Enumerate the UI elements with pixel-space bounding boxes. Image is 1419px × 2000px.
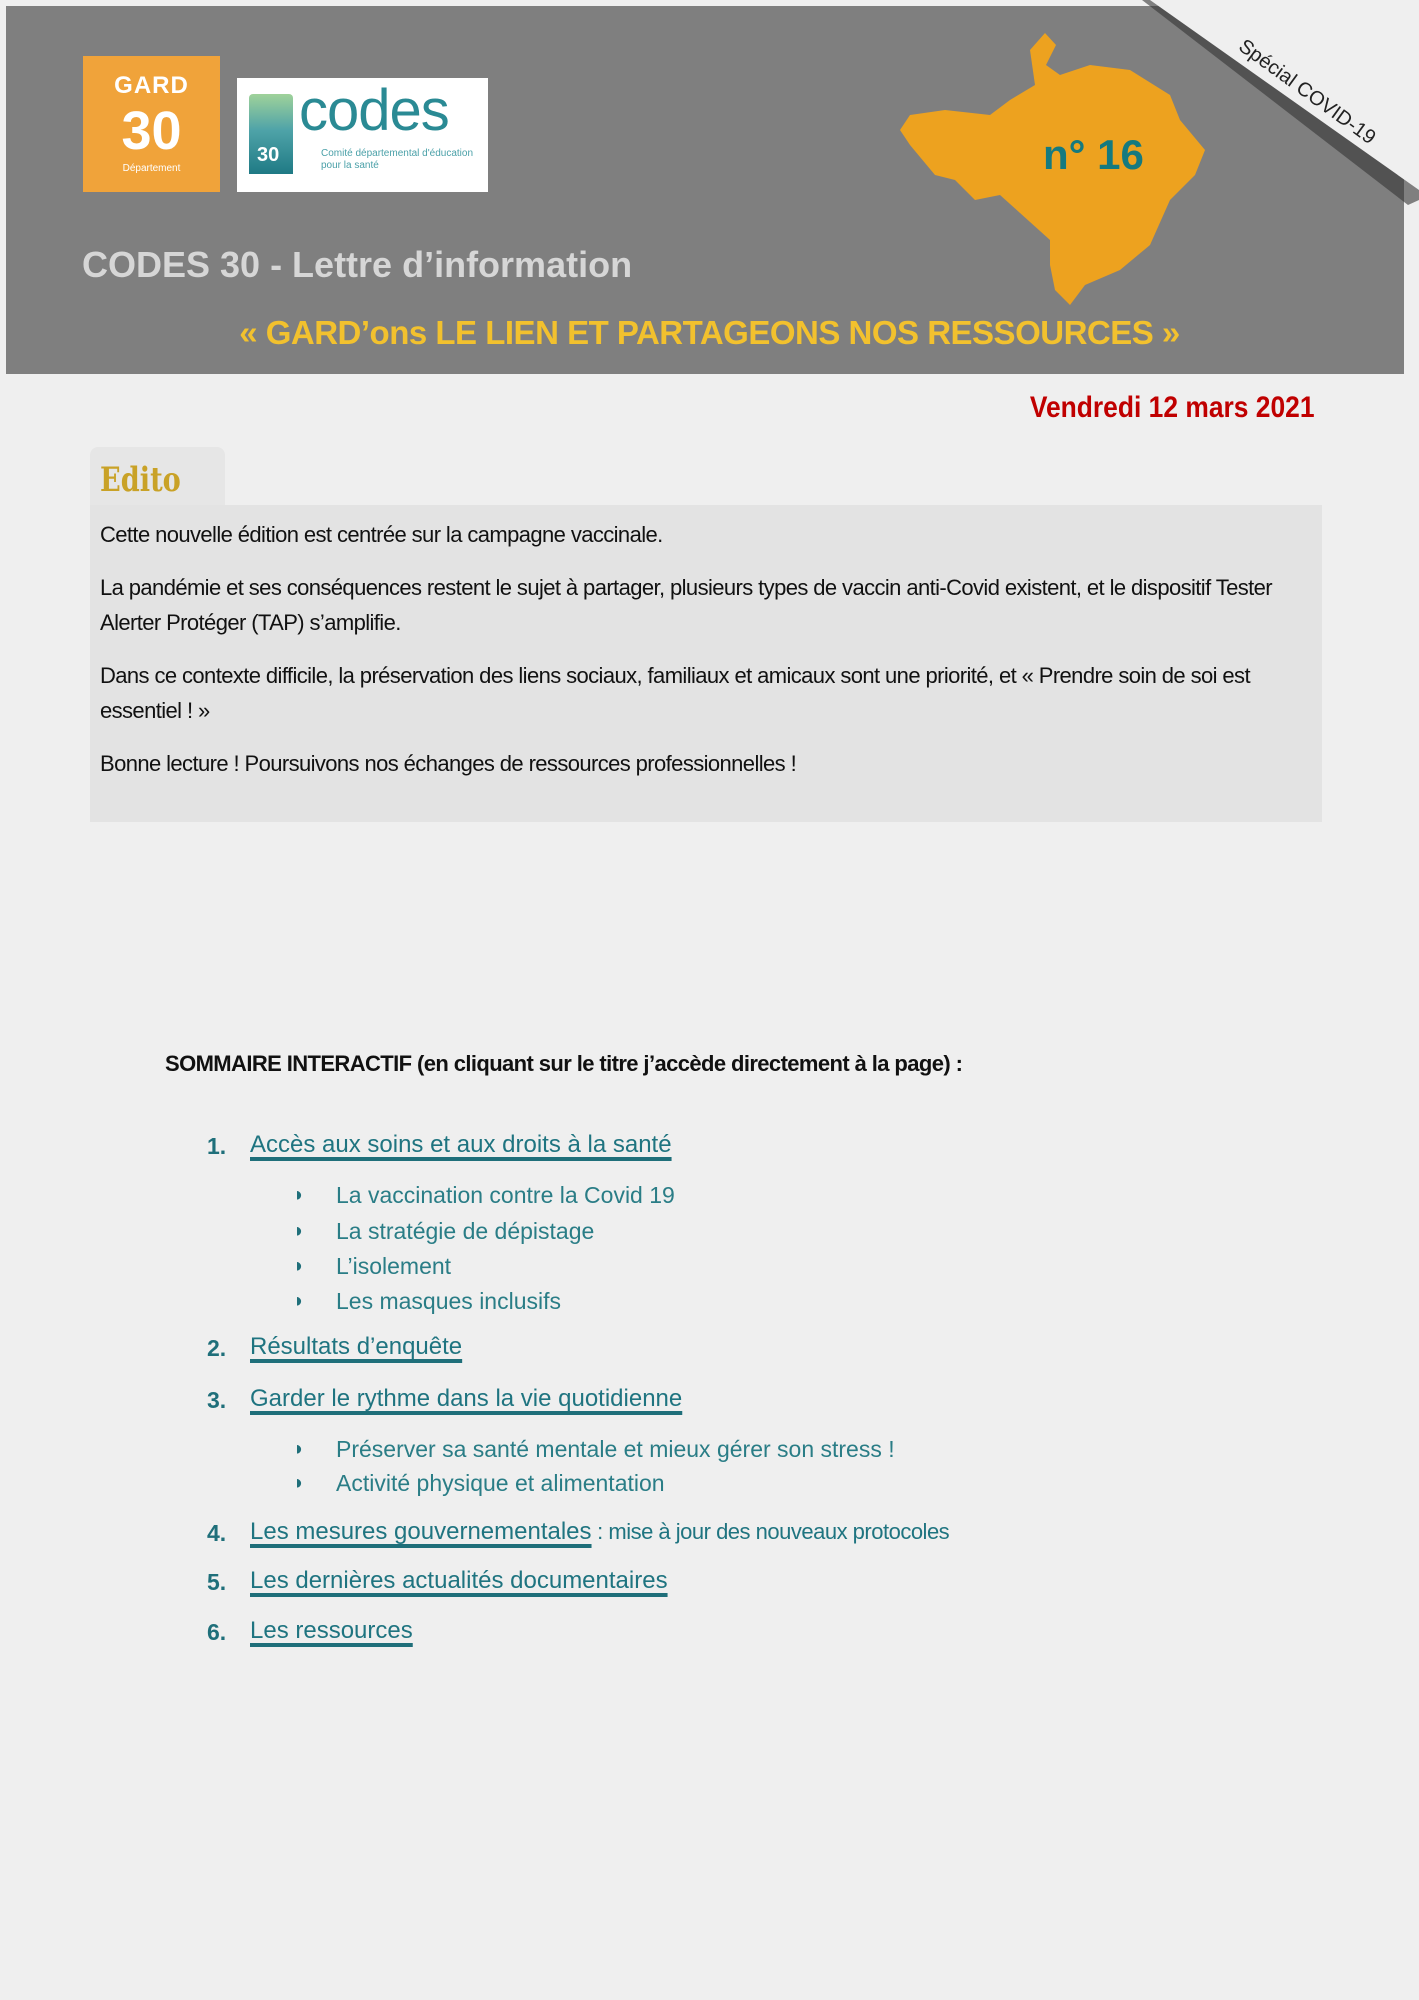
ribbon-label: Spécial COVID-19 xyxy=(1234,35,1380,149)
summary-link-mesures-gouvernementales[interactable]: Les mesures gouvernementales xyxy=(250,1518,592,1545)
edito-paragraph: La pandémie et ses conséquences restent le sujet à partager, plusieurs types de vaccin anti-Covid existent, et le dispositif Tester Alerter Protéger (TAP) s’amplifie. xyxy=(100,575,1273,635)
bullet-icon: ◗ xyxy=(293,1184,306,1206)
bullet-icon: ◗ xyxy=(293,1472,306,1494)
edito-paragraph: Bonne lecture ! Poursuivons nos échanges de ressources professionnelles ! xyxy=(100,751,797,776)
summary-subitem: L’isolement xyxy=(336,1253,452,1279)
item-number: 5. xyxy=(207,1569,227,1595)
issue-number: n° 16 xyxy=(1043,131,1144,178)
edito-paragraph: Cette nouvelle édition est centrée sur la campagne vaccinale. xyxy=(100,522,663,547)
gard-department-logo xyxy=(83,56,220,192)
summary-link-ressources[interactable]: Les ressources xyxy=(250,1617,413,1644)
item-number: 3. xyxy=(207,1387,227,1413)
codes-badge: 30 xyxy=(257,144,280,166)
summary-link-resultats-enquete[interactable]: Résultats d’enquête xyxy=(250,1333,463,1360)
publication-date: Vendredi 12 mars 2021 xyxy=(1030,391,1315,424)
summary-link-acces-soins[interactable]: Accès aux soins et aux droits à la santé xyxy=(250,1131,672,1158)
edito-paragraph: Dans ce contexte difficile, la préservation des liens sociaux, familiaux et amicaux sont une priorité, et « Prendre soin de soi est essentiel ! » xyxy=(100,663,1250,723)
summary-item-note: : mise à jour des nouveaux protocoles xyxy=(591,1519,950,1544)
tagline: « GARD’ons LE LIEN ET PARTAGEONS NOS RESSOURCES » xyxy=(239,314,1180,351)
summary-item-4 xyxy=(250,1517,949,1550)
summary-subitem: Les masques inclusifs xyxy=(336,1288,561,1314)
codes-text xyxy=(299,78,484,172)
item-number: 1. xyxy=(207,1133,227,1159)
bullet-icon: ◗ xyxy=(293,1438,306,1460)
gard-logo-line1: GARD xyxy=(114,72,189,99)
gard-logo-line2: 30 xyxy=(121,101,182,161)
edito-title: Edito xyxy=(100,460,181,500)
letter-title: CODES 30 - Lettre d’information xyxy=(82,244,633,285)
summary-link-garder-rythme[interactable]: Garder le rythme dans la vie quotidienne xyxy=(250,1385,683,1412)
bullet-icon: ◗ xyxy=(293,1220,306,1242)
codes-logo xyxy=(237,78,488,192)
codes-subtitle: Comité départemental d'éducation pour la santé xyxy=(321,148,474,171)
summary-subitem: Préserver sa santé mentale et mieux gérer son stress ! xyxy=(336,1436,895,1462)
summary-subitem: La vaccination contre la Covid 19 xyxy=(336,1182,675,1208)
codes-wordmark: codes xyxy=(299,78,449,143)
summary-title: SOMMAIRE INTERACTIF (en cliquant sur le titre j’accède directement à la page) : xyxy=(165,1051,963,1076)
gard-logo-line3: Département xyxy=(122,163,181,174)
codes-mark-icon xyxy=(249,94,293,174)
bullet-icon: ◗ xyxy=(293,1290,306,1312)
summary-subitem: Activité physique et alimentation xyxy=(336,1470,665,1496)
summary-subitem: La stratégie de dépistage xyxy=(336,1218,595,1244)
item-number: 4. xyxy=(207,1520,227,1546)
item-number: 2. xyxy=(207,1335,227,1361)
summary-link-actualites-documentaires[interactable]: Les dernières actualités documentaires xyxy=(250,1567,668,1594)
bullet-icon: ◗ xyxy=(293,1255,306,1277)
item-number: 6. xyxy=(207,1619,227,1645)
edito-box xyxy=(90,505,1322,822)
